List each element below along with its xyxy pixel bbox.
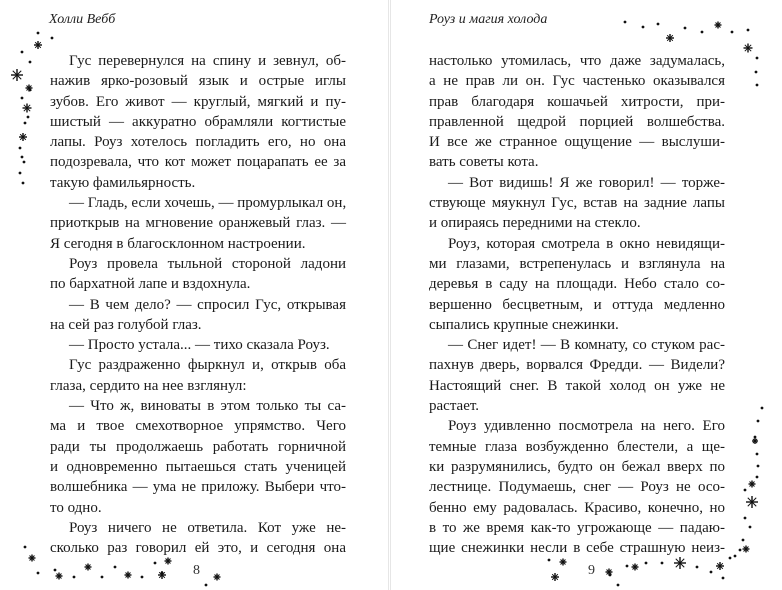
text-line: и опираясь передними на стекло. bbox=[429, 215, 641, 232]
text-line: пахнув дверь, ворвался Фредди. — Видели? bbox=[429, 357, 725, 374]
paragraph bbox=[429, 335, 725, 416]
text-line: то одно. bbox=[50, 499, 102, 516]
text-line: волшебника — ума не приложу. Выбери что- bbox=[50, 479, 346, 496]
text-line: ради ты продолжаешь работать горничной bbox=[50, 438, 346, 455]
page-body-text bbox=[50, 51, 346, 558]
text-line: вать советы кота. bbox=[429, 154, 539, 171]
paragraph bbox=[50, 193, 346, 254]
text-line: Роуз удивленно посмотрела на него. Его bbox=[448, 418, 725, 435]
text-line: сыпались крупные снежинки. bbox=[429, 316, 619, 333]
text-line: правленной щедрой порцией волшебства. bbox=[429, 113, 725, 130]
text-line: ми глазами, встрепенулась и взглянула на bbox=[429, 255, 725, 272]
text-line: бенно ему радовалась. Красиво, конечно, но bbox=[429, 499, 725, 516]
text-line: — Что ж, виноваты в этом только ты са- bbox=[69, 398, 346, 415]
text-line: шистый — аккуратно обрамляли когтистые bbox=[50, 113, 346, 130]
page-number: 8 bbox=[193, 563, 200, 578]
paragraph bbox=[429, 51, 725, 173]
text-line: сколько раз говорил ей это, и сегодня она bbox=[50, 540, 346, 557]
text-line: Гус раздраженно фыркнул и, открыв оба bbox=[69, 357, 346, 374]
text-line: — Снег идет! — В комнату, со стуком рас- bbox=[448, 337, 725, 354]
paragraph bbox=[50, 355, 346, 396]
text-line: приоткрыв на мгновение оранжевый глаз. — bbox=[50, 215, 346, 232]
text-line: по бархатной лапе и вздохнула. bbox=[50, 276, 251, 293]
text-line: Гус перевернулся на спину и зевнул, об- bbox=[69, 53, 346, 69]
text-line: ма и твое смехотворное упрямство. Чего bbox=[50, 418, 346, 435]
text-line: прав благодаря кошачьей хитрости, при- bbox=[429, 93, 725, 110]
text-line: Роуз ничего не ответила. Кот уже не- bbox=[69, 519, 346, 536]
text-line: настолько утомилась, что даже задумалась, bbox=[429, 53, 725, 69]
text-line: И все же странное ощущение — выслуши- bbox=[429, 134, 725, 151]
text-line: глаза, сердито на нее взглянул: bbox=[50, 377, 247, 394]
text-line: растает. bbox=[429, 398, 480, 415]
text-line: — В чем дело? — спросил Гус, открывая bbox=[69, 296, 346, 313]
text-line: и одновременно пытаешься стать ученицей bbox=[50, 458, 346, 475]
text-line: темные глаза возбужденно блестели, а ще- bbox=[429, 438, 725, 455]
text-line: — Просто устала... — тихо сказала Роуз. bbox=[69, 337, 330, 354]
text-line: зубов. Его живот — круглый, мягкий и пу- bbox=[50, 93, 346, 110]
text-line: лапы. Роуз хотелось погладить его, но она bbox=[50, 134, 346, 151]
paragraph bbox=[50, 51, 346, 193]
running-head-author: Холли Вебб bbox=[49, 12, 116, 27]
paragraph bbox=[50, 396, 346, 518]
text-line: лестнице. Подумаешь, снег — Роуз не осо- bbox=[429, 479, 725, 496]
text-line: щие снежинки несли в себе страшную неиз- bbox=[429, 540, 725, 557]
page-number: 9 bbox=[588, 563, 595, 578]
paragraph bbox=[429, 416, 725, 558]
text-line: деревья в саду на площади. Небо стало со- bbox=[429, 276, 725, 293]
paragraph bbox=[50, 518, 346, 559]
paragraph bbox=[50, 295, 346, 336]
left-page bbox=[0, 0, 389, 590]
text-line: а не прав ли он. Гус частенько оказывался bbox=[429, 73, 725, 90]
text-line: на сей раз голубой глаз. bbox=[50, 316, 202, 333]
text-line: вершенно бесцветным, и оттуда медленно bbox=[429, 296, 725, 313]
text-line: в то же время как-то угрожающе — падаю- bbox=[429, 519, 725, 536]
text-line: ки разрумянились, будто он бежал вверх по bbox=[429, 458, 725, 475]
text-line: — Гладь, если хочешь, — промурлыкал он, bbox=[69, 195, 347, 212]
paragraph bbox=[429, 173, 725, 234]
text-line: ствующе мяукнул Гус, встав на задние лапы bbox=[429, 195, 725, 212]
text-line: Роуз провела тыльной стороной ладони bbox=[69, 255, 346, 272]
paragraph bbox=[50, 254, 346, 295]
page-body-text bbox=[429, 51, 725, 558]
text-line: Настоящий снег. В такой холод он уже не bbox=[429, 377, 725, 394]
right-page bbox=[390, 0, 782, 590]
text-line: Я сегодня в благосклонном настроении. bbox=[50, 235, 306, 252]
paragraph bbox=[429, 234, 725, 335]
paragraph bbox=[50, 335, 346, 355]
text-line: такую фамильярность. bbox=[50, 174, 196, 191]
text-line: Роуз, которая смотрела в окно невидящи- bbox=[448, 235, 725, 252]
text-line: нажив ярко-розовый язык и острые иглы bbox=[50, 73, 346, 90]
text-line: подозревала, что кот может поцарапать ее за bbox=[50, 154, 346, 171]
text-line: — Вот видишь! Я же говорил! — торже- bbox=[448, 174, 725, 191]
running-head-title: Роуз и магия холода bbox=[429, 12, 548, 27]
